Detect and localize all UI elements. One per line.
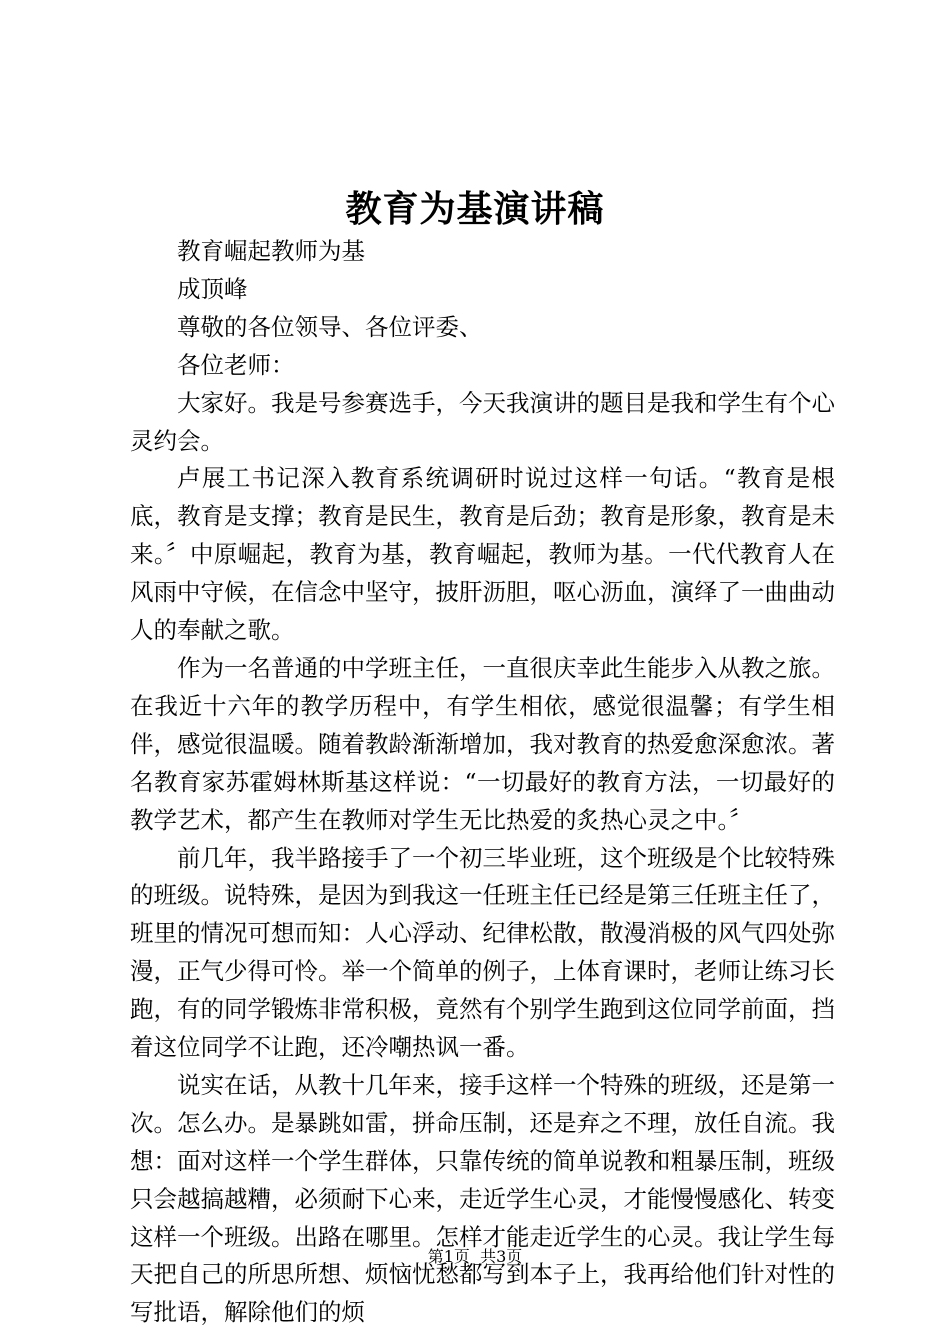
document-title: 教育为基演讲稿 (345, 188, 605, 230)
paragraph-subtitle: 教育崛起教师为基 (177, 237, 365, 265)
paragraph-body: 说实在话，从教十几年来，接手这样一个特殊的班级，还是第一次。怎么办。是暴跳如雷，拼命压制，还是弃之不理，放任自流。我想：面对这样一个学生群体，只靠传统的简单说教和粗暴压制，班级只会越搞越糟，必须耐下心来，走近学生心灵，才能慢慢感化、转变这样一个班级。出路在哪里。怎样才能走近学生的心灵。我让学生每天把自己的所思所想、烦恼忧愁都写到本子上，我再给他们针对性的写批语，解除他们的烦 (130, 1070, 835, 1327)
page-number: 第1页 共3页 (427, 1247, 523, 1266)
paragraph-body: 卢展工书记深入教育系统调研时说过这样一句话。“教育是根底，教育是支撑；教育是民生，教育是后劲；教育是形象，教育是未来。〞中原崛起，教育为基，教育崛起，教师为基。一代代教育人在风雨中守候，在信念中坚守，披肝沥胆，呕心沥血，演绎了一曲曲动人的奉献之歌。 (130, 464, 835, 645)
paragraph-author: 成顶峰 (177, 274, 248, 303)
paragraph-greeting: 大家好。我是号参赛选手，今天我演讲的题目是我和学生有个心灵约会。 (130, 388, 835, 455)
paragraph-salutation-teachers: 各位老师： (177, 350, 295, 379)
paragraph-body: 作为一名普通的中学班主任，一直很庆幸此生能步入从教之旅。在我近十六年的教学历程中，有学生相依，感觉很温馨；有学生相伴，感觉很温暖。随着教龄渐渐增加，我对教育的热爱愈深愈浓。著名教育家苏霍姆林斯基这样说：“一切最好的教育方法，一切最好的教学艺术，都产生在教师对学生无比热爱的炙热心灵之中。〞 (130, 653, 835, 834)
paragraph-body: 前几年，我半路接手了一个初三毕业班，这个班级是个比较特殊的班级。说特殊，是因为到我这一任班主任已经是第三任班主任了，班里的情况可想而知：人心浮动、纪律松散，散漫消极的风气四处弥漫，正气少得可怜。举一个简单的例子，上体育课时，老师让练习长跑，有的同学锻炼非常积极，竟然有个别学生跑到这位同学前面，挡着这位同学不让跑，还冷嘲热讽一番。 (130, 843, 835, 1062)
page-footer (0, 1245, 950, 1269)
document-body (130, 233, 835, 1332)
paragraph-salutation: 尊敬的各位领导、各位评委、 (177, 312, 483, 341)
